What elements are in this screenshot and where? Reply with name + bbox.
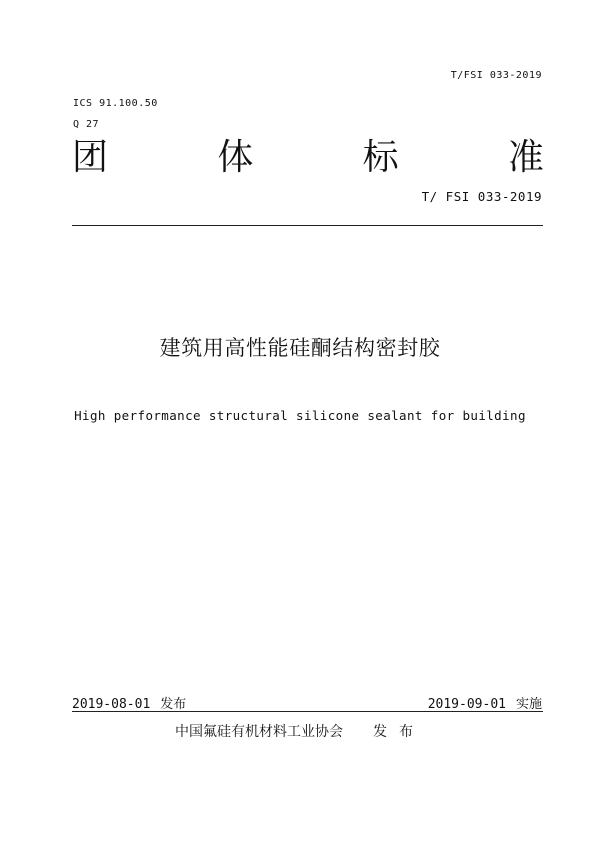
document-title-chinese: 建筑用高性能硅酮结构密封胶 [159,336,441,360]
implement-date: 2019-09-01 [427,697,506,712]
heading-char: 准 [507,137,544,178]
ics-code: ICS 91.100.50 [73,98,158,109]
publisher-name: 中国氟硅有机材料工业协会 [175,724,343,740]
issue-date: 2019-08-01 [72,697,151,712]
implement-date-block [428,693,542,712]
ccs-code: Q 27 [73,119,100,130]
document-title-english: High performance structural silicone sealant for building [74,408,526,423]
issue-label: 发布 [160,697,187,712]
standard-code: T/ FSI 033-2019 [421,189,542,204]
group-standard-heading [72,136,544,180]
issue-date-block [72,693,186,712]
heading-char: 体 [217,137,254,178]
publisher-line [0,721,600,741]
publisher-label: 发布 [373,724,425,740]
heading-char: 标 [362,137,399,178]
standard-code-header: T/FSI 033-2019 [450,70,542,81]
bottom-divider [72,711,543,712]
implement-label: 实施 [515,697,542,712]
heading-char: 团 [72,137,109,178]
top-divider [72,225,543,226]
